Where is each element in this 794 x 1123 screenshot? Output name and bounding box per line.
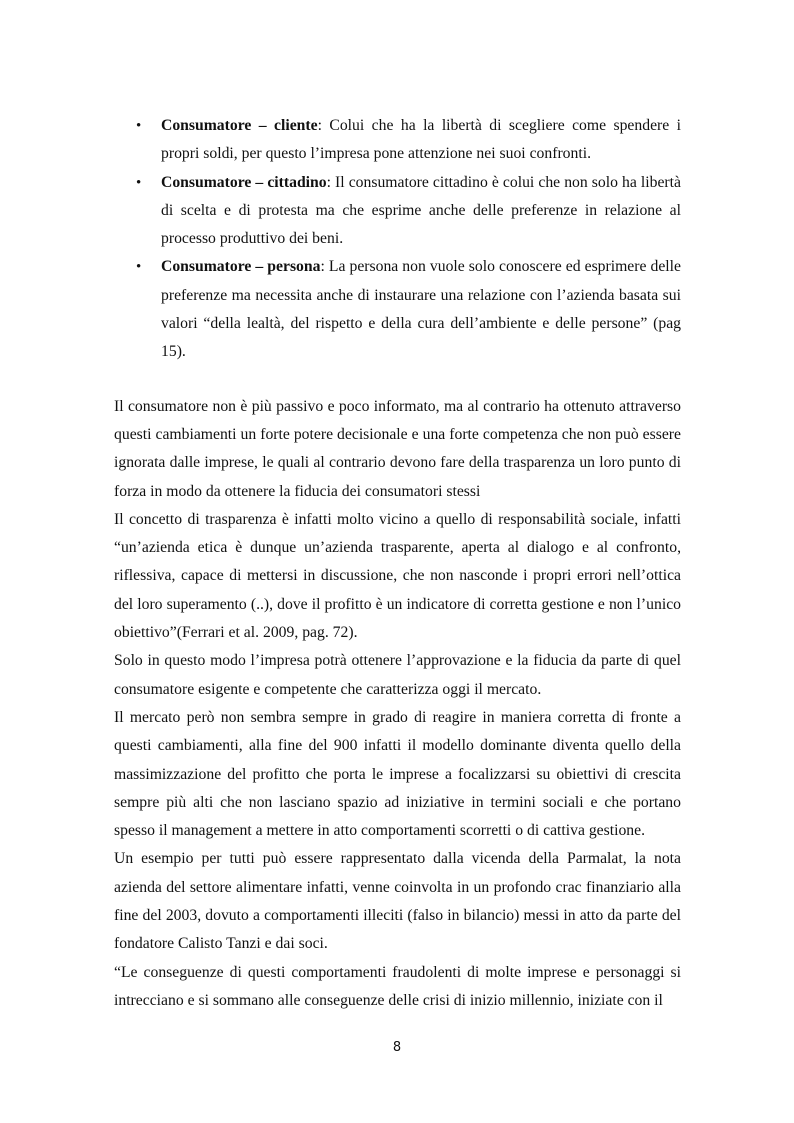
paragraph: Il concetto di trasparenza è infatti molto vicino a quello di responsabilità sociale, infatti “un’azienda etica è dunque un’azienda trasparente, aperta al dialogo e al confronto, riflessiva, capace di mettersi in discussione, che non nasconde i propri errori nell’ottica del loro superamento (..), dove il profitto è un indicatore di corretta gestione e non l’unico obiettivo”(Ferrari et al. 2009, pag. 72). [114,510,681,642]
list-item [114,112,681,169]
bullet-icon: • [136,118,142,134]
page-body [114,112,681,1015]
paragraph: Il mercato però non sembra sempre in grado di reagire in maniera corretta di fronte a questi cambiamenti, alla fine del 900 infatti il modello dominante diventa quello della massimizzazione del profitto che porta le imprese a focalizzarsi su obiettivi di crescita sempre più alti che non lasciano spazio ad iniziative in termini sociali e che portano spesso il management a mettere in atto comportamenti scorretti o di cattiva gestione. [114,708,681,840]
paragraph: Il consumatore non è più passivo e poco informato, ma al contrario ha ottenuto attraverso questi cambiamenti un forte potere decisionale e una forte competenza che non può essere ignorata dalle imprese, le quali al contrario devono fare della trasparenza un loro punto di forza in modo da ottenere la fiducia dei consumatori stessi [114,397,681,500]
paragraph: “Le conseguenze di questi comportamenti fraudolenti di molte imprese e personaggi si intrecciano e si sommano alle conseguenze delle crisi di inizio millennio, iniziate con il [114,963,681,1009]
paragraph: Un esempio per tutti può essere rappresentato dalla vicenda della Parmalat, la nota azienda del settore alimentare infatti, venne coinvolta in un profondo crac finanziario alla fine del 2003, dovuto a comportamenti illeciti (falso in bilancio) messi in atto da parte del fondatore Calisto Tanzi e dai soci. [114,850,681,953]
page-number: 8 [392,1040,402,1055]
list-item [114,169,681,254]
bullet-icon: • [136,259,142,276]
bullet-icon: • [136,174,142,191]
list-item-term: Consumatore – cliente [161,117,318,134]
list-item-text: : Il consumatore cittadino è colui che non solo ha libertà di scelta e di protesta ma che esprime anche delle preferenze in relazione al processo produttivo dei beni. [161,173,681,248]
list-item-text: : La persona non vuole solo conoscere ed esprimere delle preferenze ma necessita anche di instaurare una relazione con l’azienda basata sui valori “della lealtà, del rispetto e della cura dell’ambiente e delle persone” (pag 15). [161,258,681,361]
list-item-text: : Colui che ha la libertà di scegliere come spendere i propri soldi, per questo l’impresa pone attenzione nei suoi confronti. [161,117,682,163]
section-spacer [114,367,681,393]
consumer-types-list [114,112,681,367]
paragraph: Solo in questo modo l’impresa potrà ottenere l’approvazione e la fiducia da parte di quel consumatore esigente e competente che caratterizza oggi il mercato. [114,652,681,698]
list-item-term: Consumatore – persona [161,258,321,276]
list-item [114,253,681,366]
list-item-term: Consumatore – cittadino [161,173,327,191]
